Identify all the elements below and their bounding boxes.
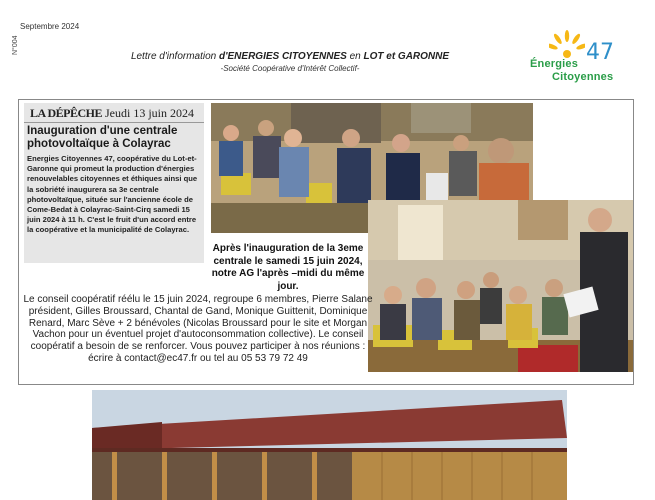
newspaper-name: LA DÉPÊCHE xyxy=(30,106,103,120)
title-mid: en xyxy=(349,51,361,62)
clipping-date: Jeudi 13 juin 2024 xyxy=(105,106,195,120)
newsletter-date: Septembre 2024 xyxy=(20,22,80,31)
title-prefix: Lettre d'information xyxy=(130,51,217,62)
ag-caption: Après l'inauguration de la 3eme centrale le samedi 15 juin 2024, notre AG l'après –midi du même jour. xyxy=(211,243,365,292)
title-region: LOT et GARONNE xyxy=(363,51,450,62)
audience-photo xyxy=(368,200,633,372)
solar-building-photo xyxy=(92,390,567,500)
title-org: d'ENERGIES CITOYENNES xyxy=(219,51,347,62)
logo-line1: Énergies xyxy=(530,58,579,70)
clipping-masthead xyxy=(30,106,194,121)
council-paragraph: Le conseil coopératif réélu le 15 juin 2024, regroupe 6 membres, Pierre Salane président, Gilles Broussard, Chantal de Gand, Monique Guittenit, Dominique Renard, Marc Sève + 2 bénévoles (Nicolas Broussard pour le site et Morgan Vachon pour un éventuel projet d'autoconsommation collective). Le conseil coopératif a besoin de se renforcer. Vous pouvez participer à nos réunions : écrire à contact@ec47.fr ou tel au 05 53 79 72 49 xyxy=(23,294,373,364)
masthead-rule xyxy=(24,122,204,123)
newsletter-subtitle: -Société Coopérative d'Intérêt Collectif- xyxy=(220,64,360,73)
logo-line2: Citoyennes xyxy=(552,71,614,83)
clipping-body: Energies Citoyennes 47, coopérative du Lot-et-Garonne qui promeut la production d'énergies renouvelables citoyennes et éthiques ainsi que la sobriété inaugurera sa 3e centrale photovoltaïque, située sur l'ancienne école de Come-Bedat à Colayrac-Saint-Cirq samedi 15 juin 2024 à 11 h. C'est le fruit d'un accord entre la coopérative et la municipalité de Colayrac. xyxy=(27,154,198,235)
newspaper-clipping xyxy=(24,103,204,263)
newsletter-title xyxy=(100,51,480,62)
logo-number: 47 xyxy=(586,40,614,65)
clipping-headline: Inauguration d'une centrale photovoltaïque à Colayrac xyxy=(27,125,178,150)
issue-number: N°004 xyxy=(12,35,19,55)
energies-citoyennes-logo xyxy=(526,28,626,88)
